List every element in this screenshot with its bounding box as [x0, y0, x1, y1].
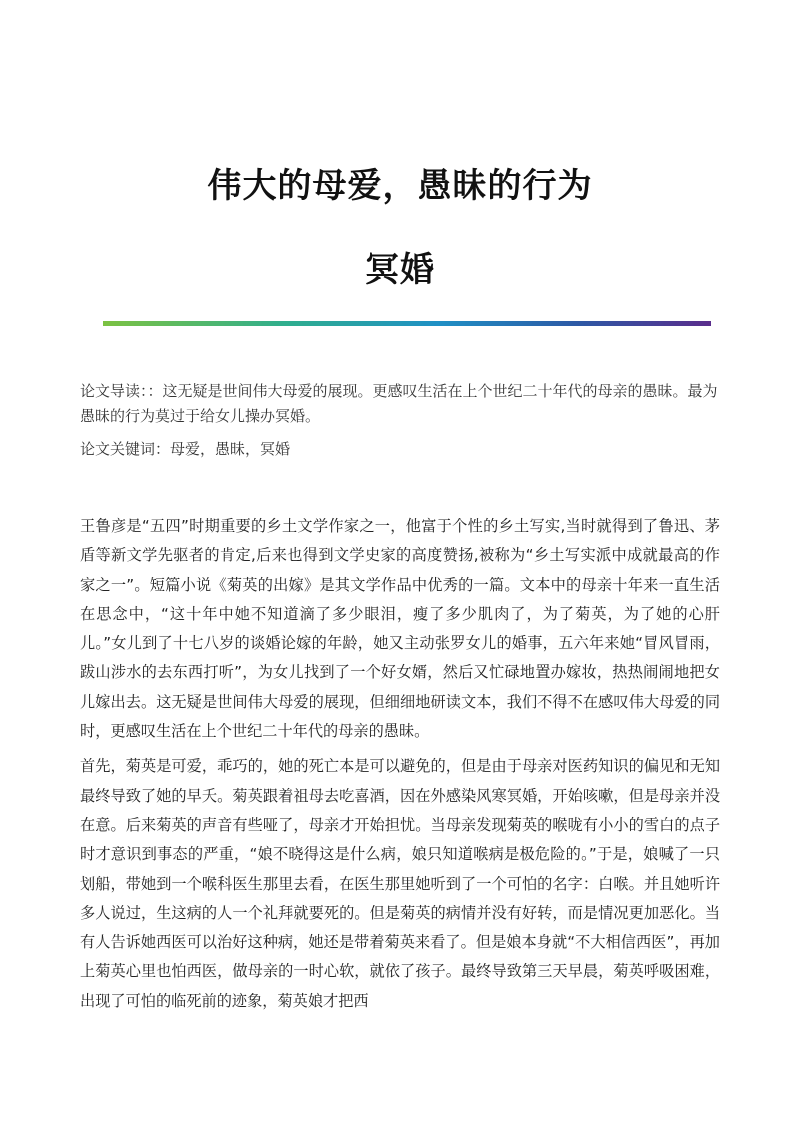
- document-subtitle: 冥婚: [365, 250, 435, 290]
- title-divider: [103, 321, 711, 326]
- body-text: [80, 512, 720, 1022]
- keywords-label: 论文关键词：: [80, 440, 171, 458]
- abstract-label: 论文导读：: [80, 382, 148, 400]
- keywords-text: 母爱，愚昧，冥婚: [170, 440, 291, 458]
- abstract-block: [80, 379, 720, 462]
- body-paragraph-2: 首先，菊英是可爱，乖巧的，她的死亡本是可以避免的，但是由于母亲对医药知识的偏见和无知最终导致了她的早夭。菊英跟着祖母去吃喜酒，因在外感染风寒冥婚，开始咳嗽，但是母亲并没在意。后来菊英的声音有些哑了，母亲才开始担忧。当母亲发现菊英的喉咙有小小的雪白的点子时才意识到事态的严重，“娘不晓得这是什么病，娘只知道喉病是极危险的。”于是，娘喊了一只划船，带她到一个喉科医生那里去看，在医生那里她听到了一个可怕的名字：白喉。并且她听许多人说过，生这病的人一个礼拜就要死的。但是菊英的病情并没有好转，而是情况更加恶化。当有人告诉她西医可以治好这种病，她还是带着菊英来看了。但是娘本身就“不大相信西医”，再加上菊英心里也怕西医，做母亲的一时心软，就依了孩子。最终导致第三天早晨，菊英呼吸困难，出现了可怕的临死前的迹象，菊英娘才把西: [80, 757, 720, 1010]
- body-paragraph-1: 王鲁彦是“五四”时期重要的乡土文学作家之一，他富于个性的乡土写实,当时就得到了鲁迅、茅盾等新文学先驱者的肯定,后来也得到文学史家的高度赞扬,被称为“乡土写实派中成就最高的作家之一”。短篇小说《菊英的出嫁》是其文学作品中优秀的一篇。文本中的母亲十年来一直生活在思念中，“这十年中她不知道滴了多少眼泪，瘦了多少肌肉了，为了菊英，为了她的心肝儿。”女儿到了十七八岁的谈婚论嫁的年龄，她又主动张罗女儿的婚事，五六年来她“冒风冒雨，跋山涉水的去东西打听”，为女儿找到了一个好女婿，然后又忙碌地置办嫁妆，热热闹闹地把女儿嫁出去。这无疑是世间伟大母爱的展现，但细细地研读文本，我们不得不在感叹伟大母爱的同时，更感叹生活在上个世纪二十年代的母亲的愚昧。: [80, 517, 720, 741]
- keywords-line: [80, 437, 720, 462]
- abstract-text: ：这无疑是世间伟大母爱的展现。更感叹生活在上个世纪二十年代的母亲的愚昧。最为愚昧的行为莫过于给女儿操办冥婚。: [80, 382, 718, 425]
- document-title: 伟大的母爱，愚昧的行为: [207, 166, 593, 206]
- abstract-line: [80, 379, 720, 429]
